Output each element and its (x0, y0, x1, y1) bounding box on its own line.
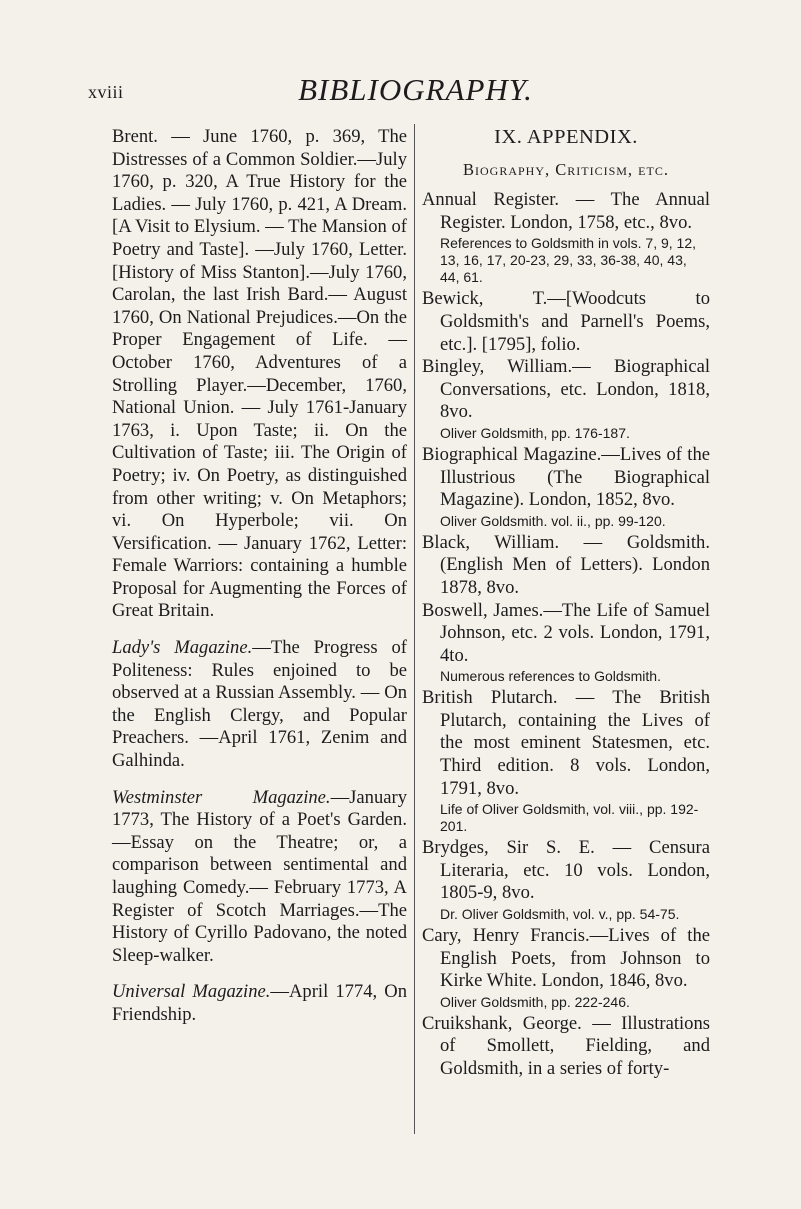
column-divider (414, 124, 415, 1134)
magazine-title: Lady's Magazine. (112, 637, 253, 659)
bibliography-entry: Cary, Henry Francis.—Lives of the English Poets, from Johnson to Kirke White. London, 1846, 8vo. (422, 925, 710, 992)
bibliography-entry: Brydges, Sir S. E. — Censura Literaria, etc. 10 vols. London, 1805-9, 8vo. (422, 837, 710, 904)
bibliography-entry: British Plutarch. — The British Plutarch, containing the Lives of the most eminent Statesmen, etc. Third edition. 8 vols. London, 1791, 8vo. (422, 687, 710, 799)
bibliography-entry: Biographical Magazine.—Lives of the Illustrious (The Biographical Magazine). London, 1852, 8vo. (422, 443, 710, 511)
entry-note: Dr. Oliver Goldsmith, vol. v., pp. 54-75. (440, 906, 680, 923)
left-column (112, 126, 407, 1041)
bibliography-entry: Bewick, T.—[Woodcuts to Goldsmith's and Parnell's Poems, etc.]. [1795], folio. (422, 288, 710, 355)
entry-text: —The Progress of Politeness: Rules enjoined to be observed at a Russian Assembly. — On the English Clergy, and Popular Preachers. —April 1761, Zenim and Galhinda. (112, 637, 407, 772)
bibliography-entry (112, 981, 407, 1026)
bibliography-entry: Annual Register. — The Annual Register. London, 1758, etc., 8vo. (422, 189, 710, 233)
entry-note: Oliver Goldsmith, pp. 222-246. (440, 993, 630, 1010)
bibliography-entry: Black, William. — Goldsmith. (English Men of Letters). London 1878, 8vo. (422, 531, 710, 598)
section-title: IX. APPENDIX. (494, 126, 638, 148)
bibliography-entry: Bingley, William.— Biographical Conversations, etc. London, 1818, 8vo. (422, 356, 710, 423)
entry-note: Oliver Goldsmith, pp. 176-187. (440, 424, 630, 441)
entry-note: Life of Oliver Goldsmith, vol. viii., pp. 192-201. (440, 801, 699, 835)
entry-text: —April 1774, On Friendship. (112, 981, 407, 1025)
right-column (422, 126, 710, 1081)
entry-note: Oliver Goldsmith. vol. ii., pp. 99-120. (440, 512, 666, 529)
entry-text: —January 1773, The History of a Poet's Garden.—Essay on the Theatre; or, a comparison between sentimental and laughing Comedy.— February 1773, A Register of Scotch Marriages.—The History of Cyrillo Padovano, the noted Sleep-walker. (112, 786, 407, 966)
bibliography-entry (112, 126, 407, 623)
bibliography-entry (112, 787, 407, 968)
entry-note: Numerous references to Goldsmith. (440, 668, 661, 685)
bibliography-entry: Cruikshank, George. — Illustrations of Smollett, Fielding, and Goldsmith, in a series of forty- (422, 1012, 710, 1079)
bibliography-entry: Boswell, James.—The Life of Samuel Johnson, etc. 2 vols. London, 1791, 4to. (422, 599, 710, 666)
section-subtitle: Biography, Criticism, etc. (463, 159, 669, 179)
bibliography-entry (112, 637, 407, 773)
page-number: xviii (88, 82, 124, 102)
magazine-title: Westminster Magazine. (112, 786, 331, 808)
running-title: BIBLIOGRAPHY. (298, 72, 533, 107)
entry-note: References to Goldsmith in vols. 7, 9, 12, 13, 16, 17, 20-23, 29, 33, 36-38, 40, 43, 44, 61. (440, 235, 697, 286)
entry-text: Brent. — June 1760, p. 369, The Distresses of a Common Soldier.—July 1760, p. 320, A True History for the Ladies. — July 1760, p. 421, A Dream. [A Visit to Elysium. — The Mansion of Poetry and Taste]. —July 1760, Letter. [History of Miss Stanton].—July 1760, Carolan, the last Irish Bard.— August 1760, On National Prejudices.—On the Proper Engagement of Life. — October 1760, Adventures of a Strolling Player.—December, 1760, National Union. — July 1761-January 1763, i. Upon Taste; ii. On the Cultivation of Taste; iii. The Origin of Poetry; iv. On Poetry, as distinguished from other writing; v. On Metaphors; vi. On Hyperbole; vii. On Versification. — January 1762, Letter: Female Warriors: containing a humble Proposal for Augmenting the Forces of Great Britain. (112, 126, 407, 622)
magazine-title: Universal Magazine. (112, 981, 271, 1003)
